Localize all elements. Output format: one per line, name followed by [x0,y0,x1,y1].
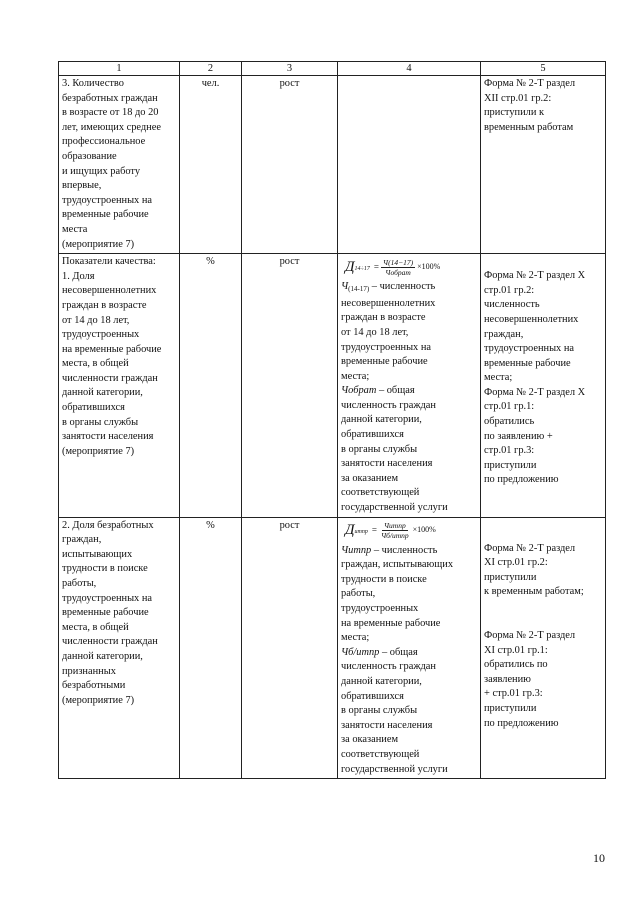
text-line: места [62,223,88,235]
text-line: трудоустроенных на [62,592,153,604]
formula-fraction [379,521,411,540]
source-cell [481,254,606,518]
text-line: к временным работам; [484,586,584,598]
text-line: в возрасте от 18 до 20 [62,107,159,119]
indicator-name-cell [59,254,180,518]
text-line: 3. Количество [62,78,124,89]
formula [345,521,477,541]
text-line: данной категории, [62,387,143,399]
text-line: по заявлению + [484,430,553,442]
text-line: занятости населения [341,458,433,470]
variable-name: Ч [341,281,349,293]
text-line: приступили [484,459,537,471]
header-cell: 4 [338,62,481,76]
text-line: численности граждан [62,636,158,648]
definition-line [341,280,477,297]
variable-name: Чобрат [341,385,377,397]
text-line: от 14 до 18 лет, [62,314,130,326]
text-line: стр.01 гр.2: [484,284,535,296]
text-line: в органы службы [341,705,418,717]
text-line: временные рабочие [62,209,149,221]
text-line: трудоустроенных на [484,343,575,355]
text-line: впервые, [62,180,102,192]
indicator-name-cell [59,517,180,779]
text-line: лет, имеющих среднее [62,121,161,133]
trend-cell: рост [242,517,338,779]
text-line: от 14 до 18 лет, [341,326,409,338]
text-line: несовершеннолетних [341,297,436,309]
text-line: безработными [62,680,126,692]
definition-text-block [341,297,477,385]
unit-cell: % [180,517,242,779]
text-line: обратившихся [341,690,404,702]
header-cell: 5 [481,62,606,76]
formula [345,257,477,277]
text-line: XI стр.01 гр.2: [484,557,548,569]
formula-symbol: Д [345,258,355,275]
formula-symbol: Д [345,522,355,539]
text-line: трудности в поиске [341,573,427,585]
header-cell: 3 [242,62,338,76]
text-line: места; [484,372,513,384]
definition-text: – численность [369,281,436,293]
text-line: работы, [341,588,376,600]
text-line: работы, [62,578,97,589]
text-line: на временные рабочие [341,617,441,629]
text-line: обратились [484,416,535,428]
unit-cell: % [180,254,242,518]
text-line: численность [484,299,540,311]
definition-text-block [341,399,477,516]
text-line: 1. Доля [62,270,95,282]
variable-subscript: (14-17) [348,285,370,294]
text-line: трудоустроенных на [62,194,153,206]
text-line: Форма № 2-Т раздел [484,78,576,89]
text-line: места; [341,370,370,382]
text-line: соответствующей [341,748,420,760]
text-line: приступили [484,702,537,714]
trend-cell: рост [242,76,338,254]
indicator-name-cell [59,76,180,254]
text-line: несовершеннолетних [484,313,579,325]
text-line: занятости населения [62,431,154,443]
text-line: обратились по [484,659,548,671]
formula-numerator: Чиmпр [383,521,406,531]
text-line: данной категории, [62,650,143,662]
text-line: данной категории, [341,414,422,426]
formula-subscript: иmпр [354,529,368,536]
formula-cell [338,254,481,518]
text-line: несовершеннолетних [62,285,157,297]
table-row [59,517,606,779]
text-line: за оказанием [341,734,399,746]
text-line: (мероприятие 7) [62,238,135,250]
text-line: и ищущих работу [62,165,141,177]
variable-name: Чиmпр [341,544,372,556]
text-line: граждан, [62,534,102,546]
table-row [59,76,606,254]
text-line: (мероприятие 7) [62,445,135,457]
source-text-block [484,542,602,600]
definition-text: – численность [371,544,438,556]
text-line: Показатели качества: [62,256,156,268]
formula-multiplier: ×100% [412,525,436,535]
definition-text: – общая [379,646,418,658]
text-line: государственной услуги [341,763,448,775]
header-cell: 2 [180,62,242,76]
text-line: численность граждан [341,661,436,673]
text-line: приступили [484,571,537,583]
text-line: соответствующей [341,487,420,499]
text-line: в органы службы [341,443,418,455]
text-line: трудоустроенных на [341,341,432,353]
formula-subscript: 14÷17 [354,265,370,272]
unit-cell: чел. [180,76,242,254]
formula-numerator: Ч(14−17) [382,257,414,267]
text-line: образование [62,150,117,162]
text-line: приступили к [484,107,545,119]
text-line: испытывающих [62,548,133,560]
text-line: XI стр.01 гр.1: [484,644,548,656]
spacer [484,600,602,629]
text-line: занятости населения [341,719,433,731]
text-line: Форма № 2-Т раздел X [484,270,586,282]
text-line: места; [341,632,370,644]
formula-denominator: Чобрат [385,267,411,277]
table-header-row [59,62,606,76]
definition-line [341,544,477,559]
page-number: 10 [593,851,605,865]
formula-equals: = [371,525,377,536]
text-line: граждан, испытывающих [341,559,454,571]
text-line: численности граждан [62,372,158,384]
text-line: стр.01 гр.1: [484,401,535,413]
text-line: на временные рабочие [62,343,162,355]
table-row [59,254,606,518]
text-line: места, в общей [62,358,129,370]
text-line: по предложению [484,717,559,729]
formula-cell [338,76,481,254]
text-line: трудоустроенных [62,329,140,341]
source-text-block [484,629,602,731]
text-line: места, в общей [62,621,129,633]
text-line: 2. Доля безработных [62,519,154,531]
text-line: стр.01 гр.3: [484,445,535,457]
text-line: численность граждан [341,399,436,411]
text-line: Форма № 2-Т раздел [484,630,576,641]
text-line: признанных [62,665,116,677]
text-line: временные рабочие [62,607,149,619]
text-line: по предложению [484,474,559,486]
text-line: + стр.01 гр.3: [484,688,543,700]
text-line: (мероприятие 7) [62,694,135,706]
text-line: Форма № 2-Т раздел [484,542,576,554]
formula-multiplier: ×100% [417,261,441,271]
trend-cell: рост [242,254,338,518]
indicators-table [58,61,606,779]
text-line: обратившихся [341,429,404,441]
text-line: граждан, [484,328,524,340]
variable-name: Чб/иmпр [341,646,380,658]
definition-text: – общая [376,385,415,397]
formula-equals: = [373,261,379,272]
header-cell: 1 [59,62,180,76]
text-line: за оказанием [341,472,399,484]
source-cell [481,76,606,254]
text-line: трудоустроенных [341,603,419,614]
text-line: трудности в поиске [62,563,148,575]
definition-text-block [341,660,477,777]
text-line: данной категории, [341,675,422,687]
text-line: временные рабочие [484,357,571,369]
text-line: временным работам [484,121,574,133]
text-line: XII стр.01 гр.2: [484,92,552,104]
formula-denominator: Чб/иmпр [380,531,409,541]
formula-fraction [381,258,415,277]
text-line: государственной услуги [341,502,448,514]
text-line: профессиональное [62,136,146,148]
text-line: Форма № 2-Т раздел X [484,386,586,398]
text-line: граждан в возрасте [62,299,147,311]
source-cell [481,517,606,779]
definition-text-block [341,558,477,646]
formula-cell [338,517,481,779]
text-line: заявлению [484,673,531,685]
definition-line [341,646,477,661]
definition-line [341,384,477,399]
text-line: безработных граждан [62,92,158,104]
text-line: в органы службы [62,416,139,428]
text-line: граждан в возрасте [341,312,426,324]
text-line: временные рабочие [341,356,428,368]
text-line: обратившихся [62,402,125,414]
